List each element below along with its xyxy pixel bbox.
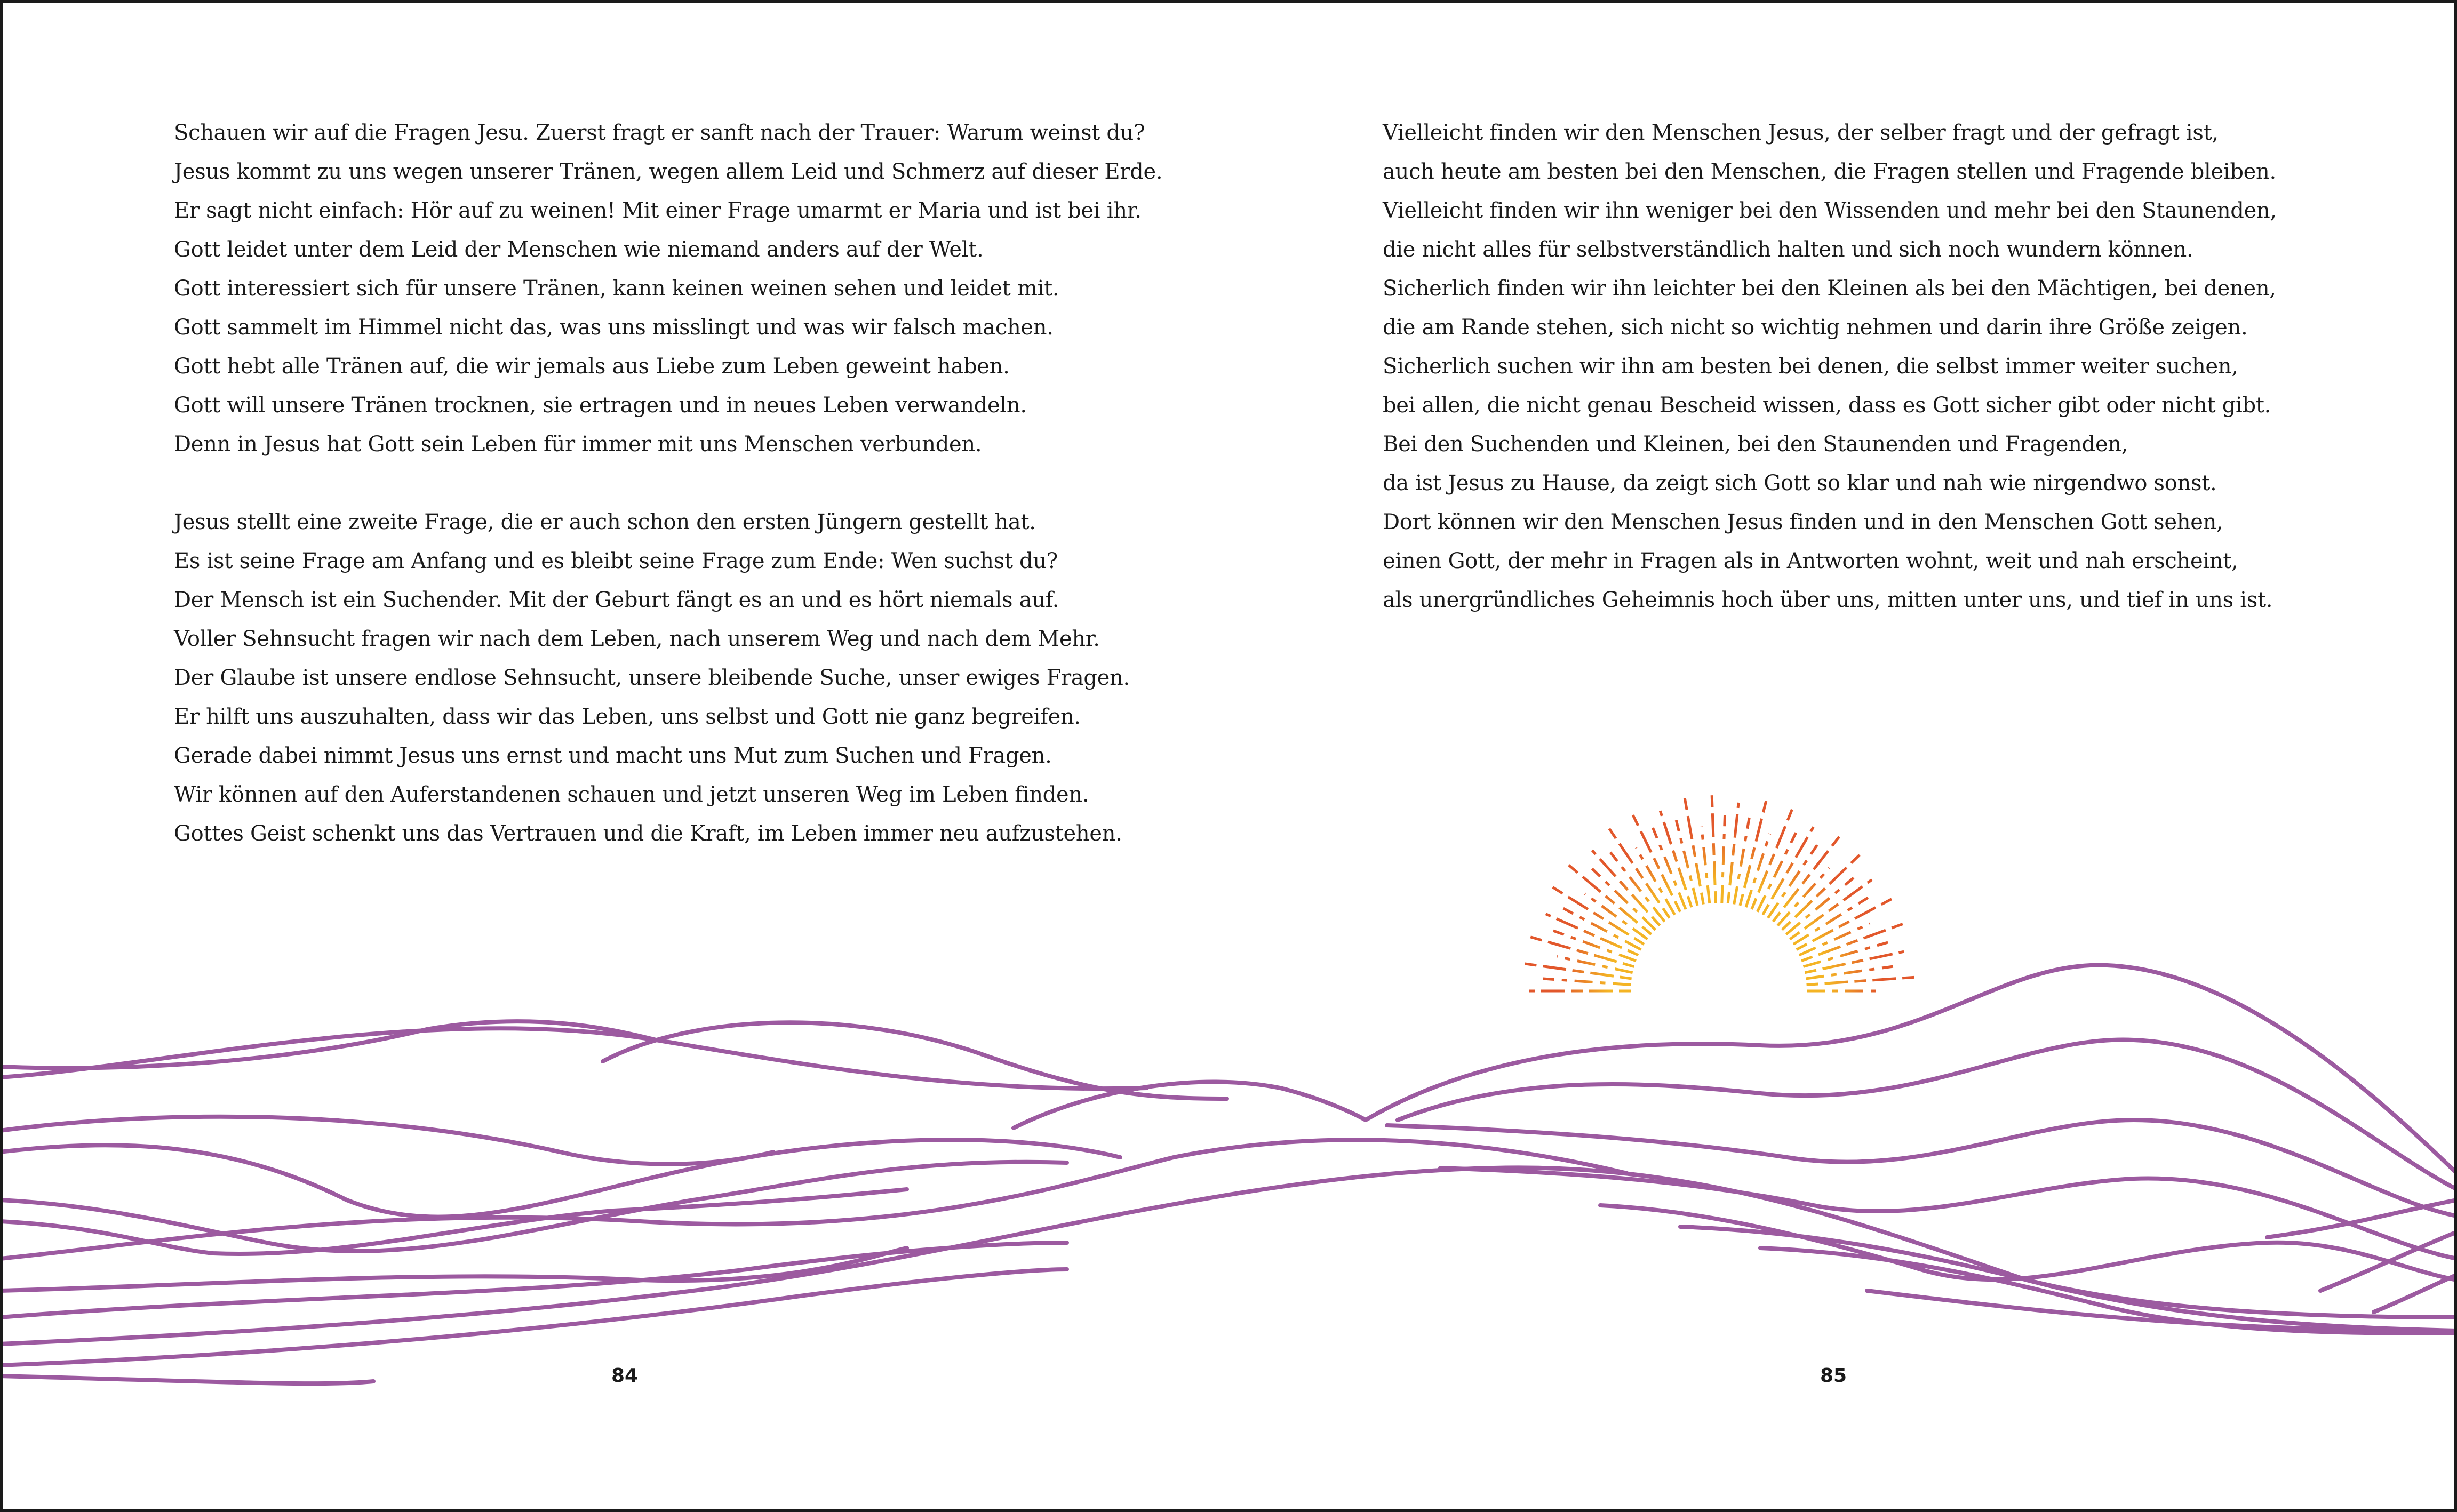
sun-ray <box>1793 898 1868 945</box>
text-line: als unergründliches Geheimnis hoch über uns, mitten unter uns, und tief in uns ist. <box>1383 588 2273 612</box>
text-line: Gerade dabei nimmt Jesus uns ernst und macht uns Mut zum Suchen und Fragen. <box>174 743 1052 768</box>
text-line: Denn in Jesus hat Gott sein Leben für immer mit uns Menschen verbunden. <box>174 432 982 457</box>
text-line: Sicherlich finden wir ihn leichter bei den Kleinen als bei den Mächtigen, bei denen, <box>1383 276 2276 301</box>
sun-ray <box>1806 966 1893 979</box>
sun-ray <box>1546 914 1639 955</box>
page-number-right: 85 <box>1820 1365 1847 1387</box>
text-line: Vielleicht finden wir ihn weniger bei den Wissenden und mehr bei den Staunenden, <box>1383 198 2277 223</box>
page-number-left: 84 <box>611 1365 639 1387</box>
text-line: Gott hebt alle Tränen auf, die wir jemals aus Liebe zum Leben geweint haben. <box>174 354 1010 379</box>
wave-line <box>0 1028 1147 1089</box>
wave-line <box>0 1167 2457 1344</box>
text-line: Gott sammelt im Himmel nicht das, was uns misslingt und was wir falsch machen. <box>174 315 1054 340</box>
wave-line <box>0 1248 907 1291</box>
sun-ray <box>1722 815 1725 903</box>
text-line: Schauen wir auf die Fragen Jesu. Zuerst fragt er sanft nach der Trauer: Warum weinst du? <box>174 121 1145 145</box>
text-line: Es ist seine Frage am Anfang und es bleibt seine Frage zum Ende: Wen suchst du? <box>174 549 1058 573</box>
wave-line <box>1760 1248 2457 1333</box>
text-line: Vielleicht finden wir den Menschen Jesus, der selber fragt und der gefragt ist, <box>1383 121 2219 145</box>
text-line: Der Glaube ist unsere endlose Sehnsucht, unsere bleibende Suche, unser ewiges Fragen. <box>174 666 1130 690</box>
sun-ray <box>1521 963 1632 979</box>
text-line: die am Rande stehen, sich nicht so wichtig nehmen und darin ihre Größe zeigen. <box>1383 315 2248 340</box>
sun-ray <box>1712 791 1716 903</box>
text-line: Gott leidet unter dem Leid der Menschen wie niemand anders auf der Welt. <box>174 237 984 262</box>
text-line: die nicht alles für selbstverständlich halten und sich noch wundern können. <box>1383 237 2193 262</box>
sun-ray <box>1607 825 1669 918</box>
text-line: Jesus kommt zu uns wegen unserer Tränen, wegen allem Leid und Schmerz auf dieser Erde. <box>174 159 1163 184</box>
wave-line <box>2374 1275 2457 1312</box>
sun-ray <box>1702 827 1710 903</box>
wave-line <box>0 1376 373 1383</box>
text-line: Dort können wir den Menschen Jesus finden und in den Menschen Gott sehen, <box>1383 510 2223 534</box>
text-line: Der Mensch ist ein Suchender. Mit der Geburt fängt es an und es hört niemals auf. <box>174 588 1059 612</box>
text-line: Gott interessiert sich für unsere Tränen, kann keinen weinen sehen und leidet mit. <box>174 276 1059 301</box>
text-line: Gottes Geist schenkt uns das Vertrauen und die Kraft, im Leben immer neu aufzustehen. <box>174 821 1122 846</box>
paragraph <box>1383 114 2277 620</box>
paragraph <box>174 114 1162 464</box>
sun-ray <box>1557 957 1633 973</box>
wave-line <box>0 1117 773 1164</box>
wave-line <box>1366 965 2457 1173</box>
text-line: Er hilft uns auszuhalten, dass wir das Leben, uns selbst und Gott nie ganz begreifen. <box>174 705 1081 729</box>
right-page-text <box>1383 114 2277 620</box>
text-line: Er sagt nicht einfach: Hör auf zu weinen! Mit einer Frage umarmt er Maria und ist bei ihr. <box>174 198 1142 223</box>
sun-ray <box>1807 977 1919 985</box>
text-line: Sicherlich suchen wir ihn am besten bei denen, die selbst immer weiter suchen, <box>1383 354 2238 379</box>
text-line: Jesus stellt eine zweite Frage, die er auch schon den ersten Jüngern gestellt hat. <box>174 510 1036 534</box>
sun-ray <box>1752 805 1794 909</box>
sun-ray <box>1799 924 1870 955</box>
paragraph-gap <box>174 464 1162 503</box>
text-line: da ist Jesus zu Hause, da zeigt sich Gott so klar und nah wie nirgendwo sonst. <box>1383 471 2217 495</box>
text-line: auch heute am besten bei den Menschen, die Fragen stellen und Fragende bleiben. <box>1383 159 2276 184</box>
sun-ray <box>1804 942 1888 967</box>
text-line: einen Gott, der mehr in Fragen als in Antworten wohnt, weit und nah erscheint, <box>1383 549 2238 573</box>
sun-ray <box>1768 845 1817 918</box>
text-line: Bei den Suchenden und Kleinen, bei den Staunenden und Fragenden, <box>1383 432 2128 457</box>
sunrise-icon <box>1521 791 1919 991</box>
paragraph <box>174 503 1162 853</box>
text-line: Gott will unsere Tränen trocknen, sie ertragen und in neues Leben verwandeln. <box>174 393 1027 418</box>
sun-ray <box>1782 852 1863 930</box>
text-line: Wir können auf den Auferstandenen schauen und jetzt unseren Weg im Leben finden. <box>174 782 1089 807</box>
text-line: bei allen, die nicht genau Bescheid wissen, dass es Gott sicher gibt oder nicht gibt. <box>1383 393 2271 418</box>
text-line: Voller Sehnsucht fragen wir nach dem Leben, nach unserem Weg und nach dem Mehr. <box>174 627 1100 651</box>
sun-ray <box>1684 794 1703 905</box>
sun-ray <box>1543 979 1631 985</box>
left-page-text <box>174 114 1162 853</box>
